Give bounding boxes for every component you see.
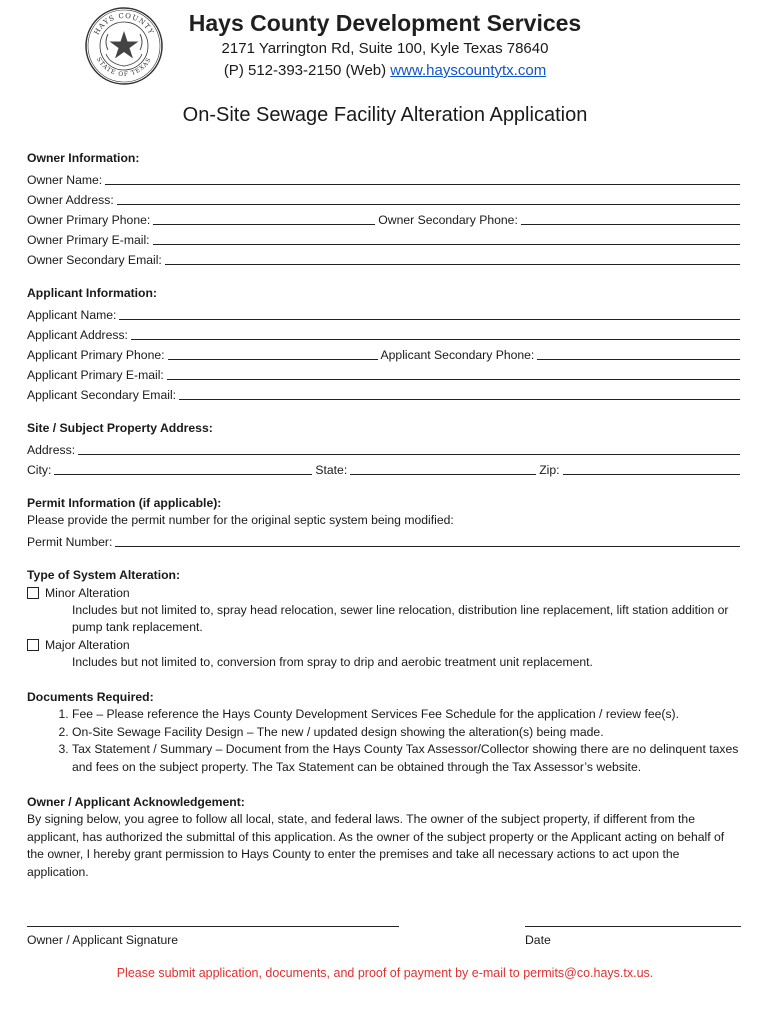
svg-text:HAYS COUNTY: HAYS COUNTY	[92, 11, 156, 37]
site-zip-label: Zip:	[539, 463, 560, 477]
signature-label: Owner / Applicant Signature	[27, 933, 179, 947]
minor-alteration-checkbox[interactable]	[27, 587, 39, 599]
applicant-secondary-phone-field[interactable]	[537, 347, 740, 360]
applicant-heading: Applicant Information:	[27, 286, 157, 300]
site-address-label: Address:	[27, 443, 76, 457]
permit-heading: Permit Information (if applicable):	[27, 496, 222, 510]
owner-name-row	[27, 167, 743, 187]
applicant-name-row	[27, 302, 743, 322]
applicant-secondary-email-label: Applicant Secondary Email:	[27, 388, 177, 402]
owner-secondary-email-field[interactable]	[165, 252, 740, 265]
date-field[interactable]	[525, 912, 741, 927]
applicant-name-field[interactable]	[119, 307, 740, 320]
applicant-secondary-email-field[interactable]	[179, 387, 740, 400]
acknowledgement-heading: Owner / Applicant Acknowledgement:	[27, 795, 245, 809]
major-alteration-option[interactable]	[27, 636, 743, 654]
organization-address: 2171 Yarrington Rd, Suite 100, Kyle Texas 78640	[221, 40, 549, 57]
applicant-address-row	[27, 322, 743, 342]
document-item-tax-statement: 3. Tax Statement / Summary – Document from the Hays County Tax Assessor/Collector showing there are no delinquent taxes and fees on the subject property. The Tax Statement can be obtained through the Tax Assessor’s website.	[72, 741, 743, 776]
applicant-name-label: Applicant Name:	[27, 308, 117, 322]
owner-secondary-phone-field[interactable]	[521, 212, 740, 225]
owner-section	[27, 150, 743, 267]
letterhead	[170, 8, 600, 82]
owner-secondary-phone-label: Owner Secondary Phone:	[378, 213, 518, 227]
document-item-design: 2. On-Site Sewage Facility Design – The new / updated design showing the alteration(s) being made.	[72, 724, 743, 742]
form-body	[27, 150, 743, 881]
owner-address-field[interactable]	[117, 192, 740, 205]
owner-primary-email-row	[27, 227, 743, 247]
site-section	[27, 420, 743, 477]
site-address-row	[27, 437, 743, 457]
owner-secondary-email-label: Owner Secondary Email:	[27, 253, 162, 267]
site-state-field[interactable]	[350, 462, 536, 475]
applicant-secondary-phone-label: Applicant Secondary Phone:	[380, 348, 535, 362]
site-city-label: City:	[27, 463, 52, 477]
permit-number-field[interactable]	[115, 534, 740, 547]
site-zip-field[interactable]	[563, 462, 740, 475]
minor-alteration-label: Minor Alteration	[45, 586, 130, 600]
date-block	[525, 912, 741, 947]
applicant-primary-phone-label: Applicant Primary Phone:	[27, 348, 165, 362]
owner-phone-row	[27, 207, 743, 227]
date-label: Date	[525, 933, 551, 947]
owner-primary-phone-label: Owner Primary Phone:	[27, 213, 151, 227]
owner-secondary-email-row	[27, 247, 743, 267]
owner-primary-email-label: Owner Primary E-mail:	[27, 233, 150, 247]
owner-heading: Owner Information:	[27, 151, 140, 165]
minor-alteration-description: Includes but not limited to, spray head relocation, sewer line relocation, distribution line replacement, lift station addition or pump tank replacement.	[72, 603, 729, 634]
site-heading: Site / Subject Property Address:	[27, 421, 213, 435]
site-state-label: State:	[315, 463, 348, 477]
applicant-primary-email-label: Applicant Primary E-mail:	[27, 368, 164, 382]
county-seal-logo	[84, 6, 164, 86]
documents-list	[27, 706, 743, 776]
acknowledgement-section	[27, 794, 743, 881]
phone-text: (P) 512-393-2150 (Web)	[223, 62, 387, 79]
organization-name: Hays County Development Services	[188, 10, 582, 36]
permit-number-row	[27, 529, 743, 549]
alteration-section	[27, 567, 743, 671]
site-city-row	[27, 457, 743, 477]
owner-primary-phone-field[interactable]	[153, 212, 375, 225]
applicant-primary-phone-field[interactable]	[168, 347, 378, 360]
applicant-primary-email-field[interactable]	[167, 367, 740, 380]
permit-instruction: Please provide the permit number for the original septic system being modified:	[27, 513, 454, 527]
site-city-field[interactable]	[54, 462, 312, 475]
owner-primary-email-field[interactable]	[153, 232, 740, 245]
permit-number-label: Permit Number:	[27, 535, 113, 549]
documents-section	[27, 689, 743, 776]
applicant-phone-row	[27, 342, 743, 362]
site-address-field[interactable]	[78, 442, 740, 455]
owner-address-label: Owner Address:	[27, 193, 114, 207]
owner-address-row	[27, 187, 743, 207]
applicant-secondary-email-row	[27, 382, 743, 402]
owner-name-label: Owner Name:	[27, 173, 103, 187]
major-alteration-description: Includes but not limited to, conversion from spray to drip and aerobic treatment unit replacement.	[72, 655, 593, 669]
alteration-heading: Type of System Alteration:	[27, 568, 181, 582]
document-title: On-Site Sewage Facility Alteration Application	[182, 104, 588, 126]
applicant-address-label: Applicant Address:	[27, 328, 128, 342]
signature-field[interactable]	[27, 912, 399, 927]
minor-alteration-option[interactable]	[27, 584, 743, 602]
permit-section	[27, 495, 743, 549]
document-item-fee: 1. Fee – Please reference the Hays County Development Services Fee Schedule for the application / review fee(s).	[72, 706, 743, 724]
major-alteration-checkbox[interactable]	[27, 639, 39, 651]
owner-name-field[interactable]	[105, 172, 740, 185]
website-link[interactable]: www.hayscountytx.com	[390, 62, 547, 79]
major-alteration-label: Major Alteration	[45, 638, 130, 652]
documents-heading: Documents Required:	[27, 690, 154, 704]
organization-contact	[170, 60, 600, 82]
applicant-primary-email-row	[27, 362, 743, 382]
applicant-section	[27, 285, 743, 402]
svg-text:STATE OF TEXAS: STATE OF TEXAS	[94, 56, 154, 79]
submission-instructions: Please submit application, documents, and proof of payment by e-mail to permits@co.hays.tx.us.	[116, 966, 654, 980]
acknowledgement-text: By signing below, you agree to follow all local, state, and federal laws. The owner of the subject property, if different from the applicant, has authorized the submittal of this application. As the owner of the subject property or the Applicant acting on behalf of the owner, I hereby grant permission to Hays County to enter the premises and take all necessary actions to act upon the application.	[27, 812, 725, 879]
applicant-address-field[interactable]	[131, 327, 740, 340]
signature-block	[27, 912, 399, 947]
